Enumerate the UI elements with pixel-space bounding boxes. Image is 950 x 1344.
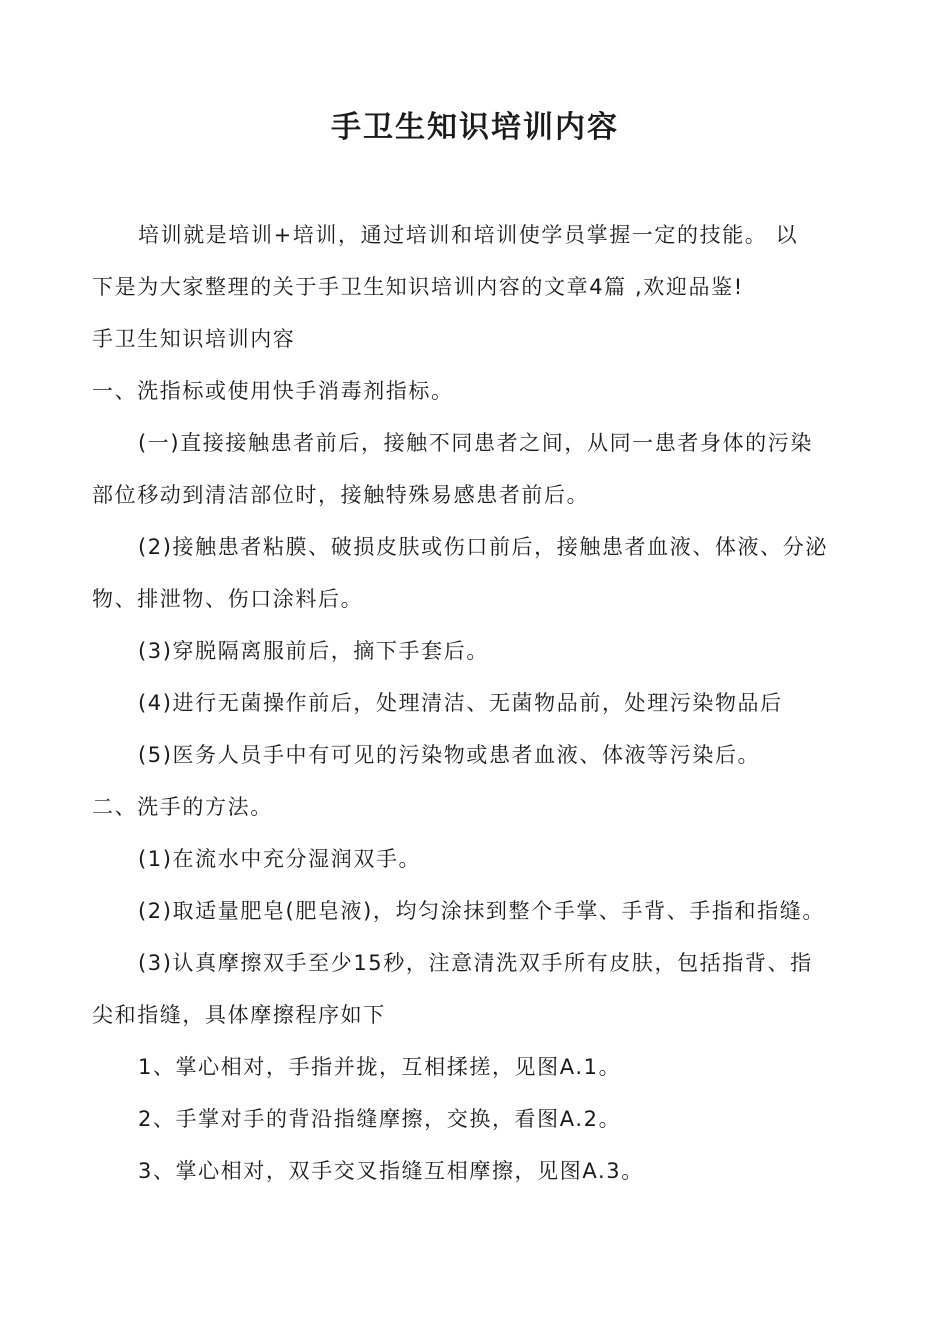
section-heading: 手卫生知识培训内容 [92,327,296,351]
list-item: 3、掌心相对，双手交叉指缝互相摩擦，见图A.3。 [138,1159,644,1183]
section-heading: 二、洗手的方法。 [92,795,273,819]
list-item: (3)穿脱隔离服前后，摘下手套后。 [138,639,489,663]
paragraph-line: (2)接触患者粘膜、破损皮肤或伤口前后，接触患者血液、体液、分泌 [138,535,828,559]
paragraph-line: 物、排泄物、伤口涂料后。 [92,587,364,611]
paragraph-line: (一)直接接触患者前后，接触不同患者之间，从同一患者身体的污染 [138,431,813,455]
list-item: 1、掌心相对，手指并拢，互相揉搓，见图A.1。 [138,1055,622,1079]
list-item: 2、手掌对手的背沿指缝摩擦，交换，看图A.2。 [138,1107,622,1131]
document-title: 手卫生知识培训内容 [331,110,619,145]
paragraph-line: 部位移动到清洁部位时，接触特殊易感患者前后。 [92,483,590,507]
paragraph-line: 下是为大家整理的关于手卫生知识培训内容的文章4篇 ,欢迎品鉴! [92,275,744,299]
list-item: (1)在流水中充分湿润双手。 [138,847,422,871]
list-item: (2)取适量肥皂(肥皂液)，均匀涂抹到整个手掌、手背、手指和指缝。 [138,899,825,923]
paragraph-line: 尖和指缝，具体摩擦程序如下 [92,1003,386,1027]
list-item: (3)认真摩擦双手至少15秒，注意清洗双手所有皮肤，包括指背、指 [138,951,813,975]
list-item: (4)进行无菌操作前后，处理清洁、无菌物品前，处理污染物品后 [138,691,783,715]
section-heading: 一、洗指标或使用快手消毒剂指标。 [92,379,454,403]
paragraph-line: 培训就是培训+培训，通过培训和培训使学员掌握一定的技能。 以 [138,223,799,247]
list-item: (5)医务人员手中有可见的污染物或患者血液、体液等污染后。 [138,743,761,767]
